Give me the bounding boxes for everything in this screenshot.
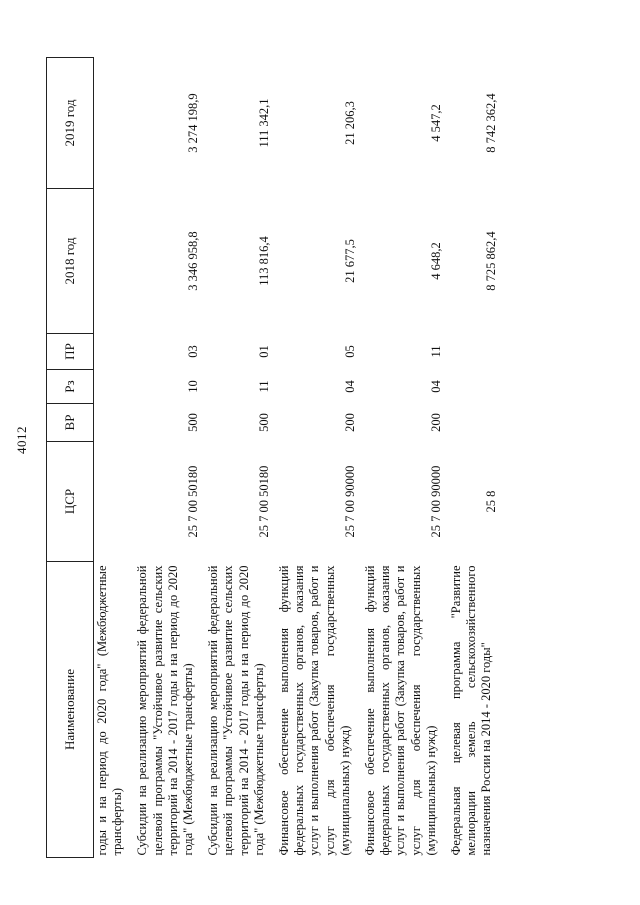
header-pr: ПР <box>47 334 94 370</box>
header-rz: Рз <box>47 370 94 404</box>
row-csr: 25 8 <box>484 490 499 513</box>
row-name: годы и на период до 2020 года" (Межбюджетные трансферты) <box>95 565 125 856</box>
row-2019: 3 274 198,9 <box>185 93 200 153</box>
row-name: Федеральная целевая программа "Развитие мелиорации земель сельскохозяйственного назначения России на 2014 - 2020 годы" <box>449 565 494 856</box>
row-2019: 8 742 362,4 <box>484 93 499 153</box>
row-2019: 4 547,2 <box>428 104 443 142</box>
row-vr: 200 <box>428 413 443 432</box>
row-pr <box>94 334 132 370</box>
header-2019: 2019 год <box>47 58 94 189</box>
row-vr <box>94 404 132 442</box>
row-pr: 01 <box>256 345 271 358</box>
row-rz: 11 <box>256 380 271 393</box>
row-pr: 11 <box>428 345 443 358</box>
row-csr: 25 7 00 50180 <box>185 465 200 538</box>
table-row <box>445 58 501 858</box>
row-rz <box>445 370 501 404</box>
row-name: Финансовое обеспечение выполнения функций федеральных государственных органов, оказания услуг и выполнения работ (Закупка товаров, работ и услуг для обеспечения государственных (муниципальных) нужд) <box>363 565 438 856</box>
row-rz: 04 <box>342 380 357 393</box>
header-vr: ВР <box>47 404 94 442</box>
row-2018: 3 346 958,8 <box>185 231 200 291</box>
row-pr <box>445 334 501 370</box>
page-number: 4012 <box>14 426 29 454</box>
table-header-row <box>47 58 94 858</box>
row-csr <box>94 442 132 562</box>
row-2018 <box>94 189 132 334</box>
row-2018: 113 816,4 <box>256 236 271 286</box>
rotated-page-content <box>46 58 606 858</box>
header-csr: ЦСР <box>47 442 94 562</box>
row-2019 <box>94 58 132 189</box>
row-name: Финансовое обеспечение выполнения функций федеральных государственных органов, оказания услуг и выполнения работ (Закупка товаров, работ и услуг для обеспечения государственных (муниципальных) нужд) <box>277 565 352 856</box>
row-pr: 05 <box>342 345 357 358</box>
row-name: Субсидии на реализацию мероприятий федеральной целевой программы "Устойчивое развитие сельских территорий на 2014 - 2017 годы и на период до 2020 года" (Межбюджетные трансферты) <box>206 565 266 856</box>
header-2018: 2018 год <box>47 189 94 334</box>
table-row <box>359 58 445 858</box>
table-row <box>202 58 273 858</box>
row-2019: 21 206,3 <box>342 101 357 145</box>
row-vr: 200 <box>342 413 357 432</box>
row-rz <box>94 370 132 404</box>
row-2018: 8 725 862,4 <box>484 231 499 291</box>
row-2019: 111 342,1 <box>256 98 271 148</box>
row-csr: 25 7 00 90000 <box>428 465 443 538</box>
row-vr: 500 <box>256 413 271 432</box>
budget-table <box>46 57 501 858</box>
row-rz: 04 <box>428 380 443 393</box>
row-2018: 4 648,2 <box>428 242 443 280</box>
row-vr: 500 <box>185 413 200 432</box>
table-row <box>131 58 202 858</box>
row-rz: 10 <box>185 380 200 393</box>
row-csr: 25 7 00 90000 <box>342 465 357 538</box>
row-vr <box>445 404 501 442</box>
row-csr: 25 7 00 50180 <box>256 465 271 538</box>
header-name: Наименование <box>47 562 94 858</box>
table-row <box>94 58 132 858</box>
table-row <box>273 58 359 858</box>
row-2018: 21 677,5 <box>342 239 357 283</box>
row-name: Субсидии на реализацию мероприятий федеральной целевой программы "Устойчивое развитие сельских территорий на 2014 - 2017 годы и на период до 2020 года" (Межбюджетные трансферты) <box>135 565 196 856</box>
row-pr: 03 <box>185 345 200 358</box>
